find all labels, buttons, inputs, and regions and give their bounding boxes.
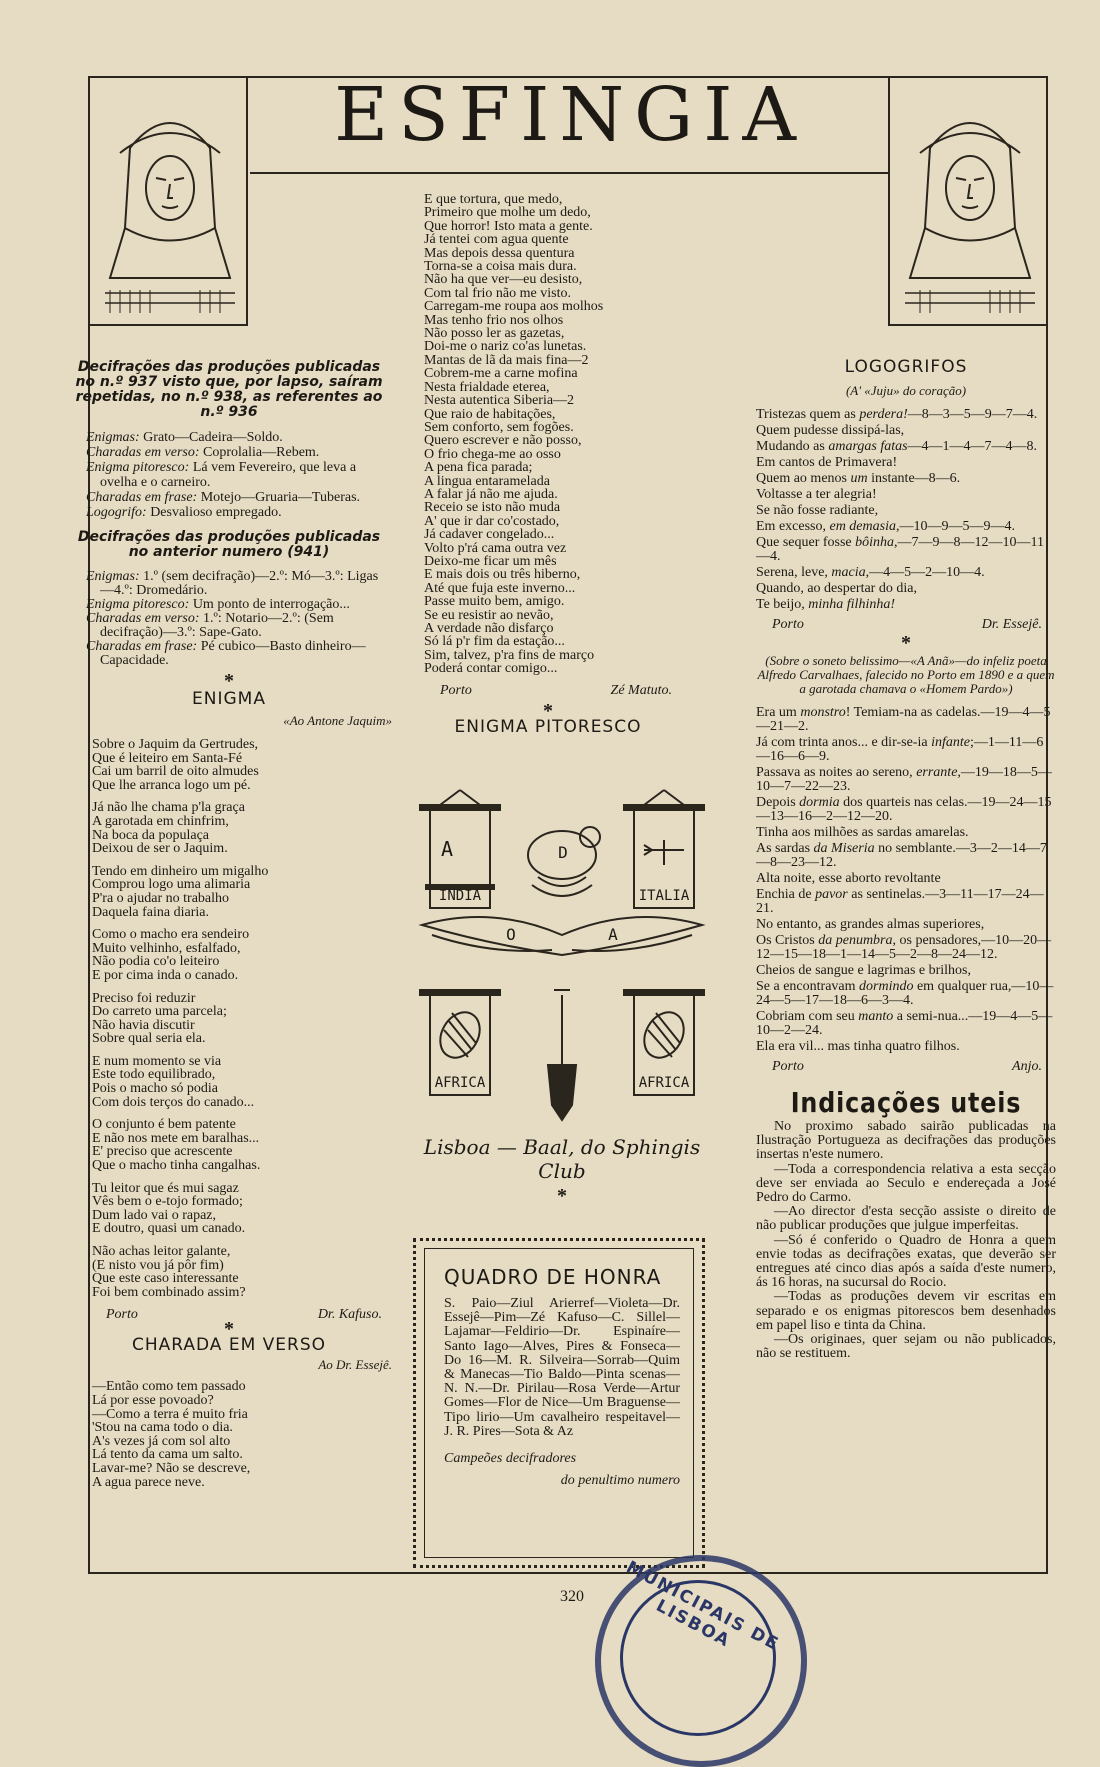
star-separator: * <box>224 1318 234 1341</box>
decifracao-line-label: Logogrifo: <box>86 505 147 520</box>
panel-letter-a: A <box>440 837 454 861</box>
decifracao-line-text: Desvalioso empregado. <box>146 505 282 520</box>
decifracao-line <box>86 430 392 445</box>
logogrifo2-signature <box>756 1060 1056 1074</box>
logogrifo-line-part: ;—1—11—6—16—6—9. <box>756 735 1044 764</box>
indicacao-paragraph: —Todas as produções devem vir escritas em separado e os enigmas pitorescos bem desenhados em papel liso e tinta da China. <box>756 1289 1056 1333</box>
indicacao-paragraph: —Os originaes, quer sejam ou não publicados, não se restituem. <box>756 1332 1056 1362</box>
quadro-de-honra <box>444 1265 680 1489</box>
logogrifo-line-part: perdera! <box>859 407 908 422</box>
logogrifo1-place: Porto <box>772 617 804 632</box>
logogrifo-line-part: manto <box>858 1009 894 1024</box>
logogrifo-line-part: Voltasse a ter alegria! <box>756 487 877 502</box>
enigma-place: Porto <box>106 1307 138 1323</box>
indicacoes-uteis-title: Indicações uteis <box>790 1086 1022 1119</box>
panel-label-africa-right: AFRICA <box>638 1075 690 1091</box>
logogrifo-line <box>756 1040 1056 1054</box>
logogrifo-line <box>756 934 1056 962</box>
poem-author: Zé Matuto. <box>610 682 672 698</box>
logogrifo2-poem <box>756 706 1056 1054</box>
decifracao-line-label: Charadas em frase: <box>86 639 198 654</box>
enigma-stanza: O conjunto é bem patente E não nos mete em baralhas... E' preciso que acrescente Que o macho tinha cangalhas. <box>92 1117 261 1174</box>
logogrifo-line-part: Em excesso, <box>756 519 830 534</box>
enigma-dedication: «Ao Antone Jaquim» <box>283 713 392 728</box>
logogrifo-line-part: infante <box>931 735 970 750</box>
logogrifo1-poem <box>756 408 1056 612</box>
logogrifo-line <box>756 424 1056 438</box>
logogrifo-line-part: Cobriam com seu <box>756 1009 859 1024</box>
logogrifo-line-part: Tinha aos milhões as sardas amarelas. <box>756 825 969 840</box>
logogrifo-line-part: dos quarteis nas celas.—19—24—15—13—16—2—12—20. <box>756 795 1052 824</box>
enigma-stanza: Tu leitor que és mui sagaz Vês bem o e-tojo formado; Dum lado vai o rapaz, E doutro, quasi um canado. <box>92 1180 246 1237</box>
decifracao-line-text: Pé cubico—Basto dinheiro—Capacidade. <box>100 639 366 668</box>
logogrifo-line-part: um <box>850 471 868 486</box>
logogrifo-line-part: Quem pudesse dissipá-las, <box>756 423 905 438</box>
logogrifo-line-part: bôinha <box>855 535 895 550</box>
logogrifo-line <box>756 796 1056 824</box>
logogrifo-line-part: instante—8—6. <box>867 471 961 486</box>
decifracao-line-label: Charadas em verso: <box>86 611 200 626</box>
star-separator: * <box>224 670 234 692</box>
star-separator: * <box>543 699 553 722</box>
logogrifo-line-part: No entanto, as grandes almas superiores, <box>756 917 985 932</box>
logogrifo1-signature <box>756 618 1056 632</box>
quadro-de-honra-title: QUADRO DE HONRA <box>444 1265 662 1289</box>
logogrifo-line-part: Em cantos de Primavera! <box>756 455 898 470</box>
logogrifo-line-part: Alta noite, esse aborto revoltante <box>756 871 941 886</box>
logogrifo-line-part: amargas fatas <box>828 439 908 454</box>
logogrifo-line <box>756 488 1056 502</box>
decifracao-line <box>86 640 392 668</box>
logogrifo-line-part: pavor <box>815 887 848 902</box>
decifracao-line-text: Motejo—Gruaria—Tuberas. <box>197 490 361 505</box>
decifracao-line-text: Lá vem Fevereiro, que leva a ovelha e o carneiro. <box>100 460 357 490</box>
logogrifo-line <box>756 598 1056 612</box>
logogrifo-line-part: monstro <box>800 705 846 720</box>
indicacao-paragraph: —Ao director d'esta secção assiste o direito de não publicar produções que julgue imperfeitas. <box>756 1204 1056 1234</box>
decifracao-line <box>86 505 392 520</box>
logogrifo1-author: Dr. Essejê. <box>981 617 1042 632</box>
decifracao-line <box>86 490 392 505</box>
logogrifo-line <box>756 766 1056 794</box>
logogrifo-line-part: —8—3—5—9—7—4. <box>907 407 1038 422</box>
logogrifo-line-part: a semi-nua...—19—4—5—10—2—24. <box>756 1009 1053 1038</box>
title-rule <box>250 172 890 174</box>
ram-letter-d: D <box>558 843 568 862</box>
logogrifo-line-part: As sardas <box>756 841 814 856</box>
charada-title: CHARADA EM VERSO <box>131 1335 327 1356</box>
logogrifo-line-part: Depois <box>756 795 800 810</box>
logogrifo-line <box>756 964 1056 978</box>
logogrifo-line <box>756 520 1056 534</box>
page-title: ESFINGIA <box>334 72 806 158</box>
logogrifo-line <box>756 408 1056 422</box>
logogrifo-line <box>756 872 1056 886</box>
charada-dedication: Ao Dr. Essejê. <box>318 1357 392 1373</box>
logogrifo-line-part: em demasia <box>829 519 896 534</box>
ribbon-letter-left: O <box>506 925 516 944</box>
logogrifo-line-part: Mudando as <box>756 439 829 454</box>
logogrifo-line-part: Que sequer fosse <box>756 535 856 550</box>
quadro-de-honra-footer-1: Campeões decifradores <box>444 1451 577 1467</box>
decifracao-line <box>86 460 392 490</box>
quadro-de-honra-footer-2: do penultimo numero <box>560 1473 680 1489</box>
indicacoes-uteis-text <box>756 1120 1056 1361</box>
column-left <box>66 360 392 1495</box>
enigma-stanza: Preciso foi reduzir Do carreto uma parcela; Não havia discutir Sobre qual seria ela. <box>92 990 227 1047</box>
logogrifo-line-part: Quando, ao despertar do dia, <box>756 581 917 596</box>
logogrifo-line-part: ,—10—9—5—9—4. <box>895 519 1015 534</box>
indicacao-paragraph: —Só é conferido o Quadro de Honra a quem envie todas as decifrações exatas, que deverão ser entregues até cinco dias após a saída d'este numero, ás 16 horas, na sucursal do Rocio. <box>756 1232 1056 1291</box>
charada-poem-continued: E que tortura, que medo, Primeiro que molhe um dedo, Que horror! Isto mata a gente. Já tentei com agua quente Mas depois dessa quentura Torna-se a coisa mais dura. Não ha que ver—eu desisto, Com tal frio não me visto. Carregam-me roupa aos molhos Mas tenho frio nos olhos Não posso ler as gazetas, Doi-me o nariz co'as lunetas. Mantas de lã da mais fina—2 Cobrem-me a carne mofina Nesta frialdade eterea, Nesta autentica Siberia—2 Que raio de habitações, Sem conforto, sem fogões. Quero escrever e não posso, O frio chega-me ao osso A pena fica parada; A lingua entaramelada A falar já não me ajuda. Receio se isto não muda A' que ir dar co'costado, Já cadaver congelado... Volto p'rá cama outra vez Deixo-me ficar um mês E mais dois ou três hiberno, Até que fuja este inverno... Passe muito bem, amigo. Se eu resistir ao nevão, A verdade não disfarço Só lá p'r fim da estação... Sim, talvez, p'ra fins de março Poderá contar comigo... <box>424 192 604 677</box>
enigma-stanza: Tendo em dinheiro um migalho Comprou logo uma alimaria P'ra o ajudar no trabalho Daquela faina diaria. <box>92 863 269 920</box>
quadro-de-honra-names: S. Paio—Ziul Arierref—Violeta—Dr. Essejê—Pim—Zé Kafuso—C. Sillel—Lajamar—Feldirio—Dr. Espinaíre—Santo Iago—Alves, Pires & Fonseca—Do 16—M. R. Silveira—Sorrab—Quim & Manecas—Tio Baldo—Pinta scenas—N. N.—Dr. Pirilau—Rosa Verde—Artur Gomes—Flor de Nice—Um Braguense—Tipo lirio—Um cavalheiro respeitavel—J. R. Pires—Sota & Az <box>444 1296 680 1439</box>
enigma-pitoresco-title: ENIGMA PITORESCO <box>454 716 642 737</box>
logogrifo-line-part: ! Temiam-na as cadelas.—19—4—5—21—2. <box>756 705 1051 734</box>
decifracao-line-label: Enigmas: <box>86 430 140 445</box>
star-separator: * <box>557 1185 567 1207</box>
page-number: 320 <box>560 1588 584 1605</box>
panel-label-india: INDIA <box>438 888 482 904</box>
logogrifo-line <box>756 736 1056 764</box>
sphinx-illustration-left <box>88 76 248 326</box>
column-middle <box>424 192 672 737</box>
handwritten-signature: Lisboa — Baal, do Sphingis Club <box>423 1135 701 1183</box>
logogrifo1-dedication: (A' «Juju» do coração) <box>845 383 967 398</box>
logogrifo-line-part: as sentinelas.—3—11—17—24—21. <box>756 887 1044 916</box>
logogrifo-line-part: dormindo <box>859 979 914 994</box>
panel-label-africa-left: AFRICA <box>434 1075 486 1091</box>
decifracao-line-text: Coprolalia—Rebem. <box>199 445 320 460</box>
sphinx-illustration-right <box>888 76 1048 326</box>
logogrifo-line <box>756 504 1056 518</box>
logogrifo-line <box>756 826 1056 840</box>
logogrifo-line-part: no semblante.—3—2—14—7—8—23—12. <box>756 841 1047 870</box>
logogrifo-line-part: Ela era vil... mas tinha quatro filhos. <box>756 1039 960 1054</box>
logogrifo-line-part: Era um <box>756 705 801 720</box>
logogrifo-line-part: ,—19—18—5—10—7—22—23. <box>756 765 1052 794</box>
logogrifo2-place: Porto <box>772 1059 804 1074</box>
decifracoes-heading-941: Decifrações das produções publicadas no anterior numero (941) <box>77 529 381 560</box>
panel-label-italia: ITALIA <box>638 888 690 904</box>
logogrifo-line-part: da penumbra <box>818 933 893 948</box>
logogrifo-line-part: Serena, leve, <box>756 565 832 580</box>
enigma-title: ENIGMA <box>192 689 266 709</box>
logogrifo-line-part: macia <box>831 565 866 580</box>
logogrifo-line <box>756 472 1056 486</box>
ribbon-letter-right: A <box>608 925 618 944</box>
enigma-stanza: E num momento se via Este todo equilibrado, Pois o macho só podia Com dois terços do canado... <box>92 1053 255 1110</box>
logogrifos-title: LOGOGRIFOS <box>844 357 968 377</box>
logogrifo-line-part: ,—4—5—2—10—4. <box>865 565 985 580</box>
enigma-stanza: Sobre o Jaquim da Gertrudes, Que é leiteiro em Santa-Fé Cai um barril de oito almudes Que lhe arranca logo um pé. <box>92 737 259 793</box>
enigma-stanza: Não achas leitor galante, (E nisto vou já pôr fim) Que este caso interessante Foi bem combinado assim? <box>92 1244 246 1300</box>
decifracao-line-text: 1.º (sem decifração)—2.º: Mó—3.º: Ligas—4.º: Dromedário. <box>100 569 379 598</box>
decifracao-line <box>86 612 392 640</box>
logogrifo-line <box>756 582 1056 596</box>
logogrifo2-author: Anjo. <box>1012 1059 1042 1074</box>
logogrifo-line-part: Tristezas quem as <box>756 407 860 422</box>
logogrifo-line-part: ,—7—9—8—12—10—11—4. <box>756 535 1045 564</box>
logogrifo-line <box>756 842 1056 870</box>
logogrifo-line <box>756 706 1056 734</box>
enigma-poem <box>66 738 392 1299</box>
library-stamp-text: MUNICIPAIS DE LISBOA <box>622 1557 783 1655</box>
logogrifo-line-part: Passava as noites ao sereno, <box>756 765 917 780</box>
decifracao-line <box>86 445 392 460</box>
logogrifo-line <box>756 456 1056 470</box>
logogrifo-line-part: dormia <box>799 795 840 810</box>
decifracao-line-text: Um ponto de interrogação... <box>189 597 350 612</box>
poem-signature <box>424 684 672 698</box>
logogrifo-line-part: Quem ao menos <box>756 471 851 486</box>
decifracao-line-label: Enigma pitoresco: <box>86 597 190 612</box>
logogrifo2-dedication: (Sobre o soneto belissimo—«A Anã»—do infeliz poeta Alfredo Carvalhaes, falecido no Porto em 1890 e a quem a garotada chamava o «Homem Pardo») <box>757 653 1055 696</box>
logogrifo-line-part: Se não fosse radiante, <box>756 503 879 518</box>
decifracoes-list-937 <box>86 430 392 520</box>
decifracao-line-label: Charadas em verso: <box>86 445 200 460</box>
column-right <box>756 357 1056 1362</box>
logogrifo-line-part: Se a encontravam <box>756 979 860 994</box>
enigma-stanza: Já não lhe chama p'la graça A garotada em chinfrim, Na boca da populaça Deixou de ser o Jaquim. <box>92 800 245 857</box>
logogrifo-line <box>756 440 1056 454</box>
logogrifo-line-part: Enchia de <box>756 887 816 902</box>
logogrifo-line-part: errante <box>916 765 958 780</box>
logogrifo-line-part: minha filhinha! <box>808 597 896 612</box>
logogrifo-line <box>756 566 1056 580</box>
star-separator: * <box>901 632 911 654</box>
decifracao-line-label: Charadas em frase: <box>86 490 198 505</box>
logogrifo-line-part: Os Cristos <box>756 933 819 948</box>
indicacao-paragraph: —Toda a correspondencia relativa a esta secção deve ser enviada ao Seculo e endereçada a José Pedro do Carmo. <box>756 1161 1056 1206</box>
logogrifo-line-part: da Miseria <box>813 841 875 856</box>
logogrifo-line <box>756 536 1056 564</box>
decifracao-line-text: Grato—Cadeira—Soldo. <box>139 430 283 445</box>
enigma-stanza: Como o macho era sendeiro Muito velhinho, esfalfado, Não podia co'o leiteiro E por cima inda o canado. <box>92 927 250 983</box>
decifracao-line-label: Enigma pitoresco: <box>86 460 190 475</box>
decifracoes-heading-937: Decifrações das produções publicadas no n.º 937 visto que, por lapso, saíram repetidas, no n.º 938, as referentes ao n.º 936 <box>75 359 383 420</box>
decifracao-line <box>86 598 392 612</box>
logogrifo-line-part: em qualquer rua,—10—24—5—17—18—6—3—4. <box>756 979 1054 1008</box>
decifracao-line-text: 1.º: Notario—2.º: (Sem decifração)—3.º: Sape-Gato. <box>100 611 334 640</box>
charada-poem: —Então como tem passado Lá por esse povoado? —Como a terra é muito fria 'Stou na cama todo o dia. A's vezes já com sol alto Lá tento da cama um salto. Lavar-me? Não se descreve, A agua parece neve. <box>92 1379 251 1490</box>
logogrifo-line <box>756 1010 1056 1038</box>
logogrifo-line <box>756 980 1056 1008</box>
poem-place: Porto <box>440 682 472 698</box>
indicacao-paragraph: No proximo sabado sairão publicadas na Ilustração Portugueza as decifrações das produções insertas n'este numero. <box>756 1119 1056 1163</box>
decifracao-line-label: Enigmas: <box>86 569 140 584</box>
logogrifo-line-part: Cheios de sangue e lagrimas e brilhos, <box>756 963 972 978</box>
logogrifo-line <box>756 918 1056 932</box>
logogrifo-line-part: Já com trinta anos... e dir-se-ia <box>756 735 932 750</box>
logogrifo-line-part: —4—1—4—7—4—8. <box>907 439 1038 454</box>
enigma-author: Dr. Kafuso. <box>317 1307 382 1323</box>
decifracoes-list-941 <box>86 570 392 668</box>
enigma-pitoresco-illustration <box>412 785 712 1183</box>
decifracao-line <box>86 570 392 598</box>
logogrifo-line <box>756 888 1056 916</box>
logogrifo-line-part: Te beijo, <box>756 597 809 612</box>
logogrifo-line-part: , os pensadores,—10—20—12—15—18—1—14—5—2—8—24—12. <box>756 933 1052 962</box>
